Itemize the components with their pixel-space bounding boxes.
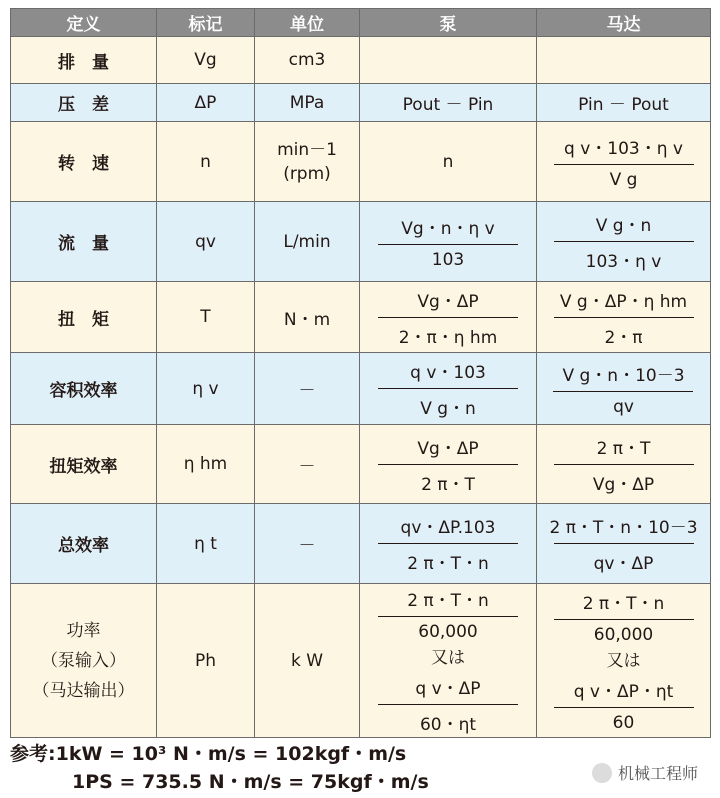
definition-line: （马达输出）	[32, 680, 135, 701]
numerator: q v・ΔP	[415, 679, 481, 699]
reference-note	[10, 740, 429, 796]
definition-cell: 扭 矩	[11, 282, 157, 353]
definition-cell: 转 速	[11, 122, 157, 202]
unit-line: min－1	[277, 139, 337, 160]
fraction-bar	[553, 391, 693, 392]
definition-cell: 容积效率	[11, 353, 157, 425]
fraction-bar	[378, 317, 518, 318]
denominator: Vg・ΔP	[592, 474, 655, 495]
unit-cell: L/min	[255, 202, 360, 282]
pump-cell	[360, 202, 537, 282]
denominator: 60,000	[593, 624, 654, 645]
numerator: q v・103・η v	[564, 138, 683, 159]
table-row	[11, 353, 711, 425]
table-row	[11, 202, 711, 282]
numerator: Vg・ΔP	[417, 438, 479, 459]
numerator: Vg・ΔP	[417, 291, 479, 312]
symbol-cell: η v	[157, 353, 255, 425]
table-row	[11, 84, 711, 122]
table-row	[11, 425, 711, 504]
unit-cell: －	[255, 504, 360, 584]
numerator: V g・ΔP・η hm	[559, 291, 688, 312]
motor-cell	[537, 425, 711, 504]
definition-cell: 总效率	[11, 504, 157, 584]
unit-line: (rpm)	[283, 163, 331, 184]
symbol-cell: n	[157, 122, 255, 202]
unit-cell	[255, 122, 360, 202]
pump-cell	[360, 37, 537, 84]
definition-cell: 压 差	[11, 84, 157, 122]
table-row	[11, 584, 711, 738]
or-label: 又は	[606, 650, 641, 671]
motor-cell	[537, 122, 711, 202]
header-symbol: 标记	[157, 9, 255, 37]
denominator: 103	[431, 249, 465, 270]
pump-cell: n	[360, 122, 537, 202]
symbol-cell: η hm	[157, 425, 255, 504]
pump-cell	[360, 504, 537, 584]
fraction-bar	[554, 241, 694, 242]
symbol-cell: ΔP	[157, 84, 255, 122]
denominator: 2 π・T・n	[407, 554, 489, 574]
motor-cell	[537, 37, 711, 84]
denominator: 60,000	[418, 622, 478, 642]
table-row	[11, 504, 711, 584]
pump-cell	[360, 425, 537, 504]
denominator: 60・ηt	[419, 715, 477, 735]
denominator: 2 π・T	[421, 474, 475, 495]
fraction-bar	[554, 164, 694, 165]
pump-cell	[360, 282, 537, 353]
definition-cell	[11, 584, 157, 738]
fraction-bar	[554, 619, 694, 620]
unit-cell: MPa	[255, 84, 360, 122]
numerator: V g・n・10－3	[562, 365, 685, 386]
numerator: V g・n	[595, 216, 652, 236]
fraction-bar	[378, 244, 518, 245]
numerator: 2 π・T・n	[582, 593, 665, 614]
motor-cell	[537, 584, 711, 738]
fraction-bar	[378, 543, 518, 544]
denominator: 2・π	[604, 327, 643, 348]
definition-cell: 排 量	[11, 37, 157, 84]
denominator: 60	[612, 712, 635, 733]
fraction-bar	[378, 464, 518, 465]
definition-line: 功率	[66, 620, 101, 641]
numerator: 2 π・T	[596, 438, 651, 459]
motor-cell	[537, 202, 711, 282]
unit-cell: cm3	[255, 37, 360, 84]
fraction-bar	[378, 616, 518, 617]
denominator: qv・ΔP	[593, 554, 654, 574]
numerator: Vg・n・η v	[401, 218, 495, 239]
denominator: V g・n	[420, 399, 476, 419]
symbol-cell: qv	[157, 202, 255, 282]
table-row	[11, 122, 711, 202]
table-row	[11, 37, 711, 84]
header-unit: 单位	[255, 9, 360, 37]
motor-cell: Pin － Pout	[537, 84, 711, 122]
header-pump: 泵	[360, 9, 537, 37]
reference-line-ps: 1PS = 735.5 N・m/s = 75kgf・m/s	[72, 771, 429, 793]
unit-cell: k W	[255, 584, 360, 738]
unit-cell: －	[255, 425, 360, 504]
fraction-bar	[378, 704, 518, 705]
motor-cell	[537, 504, 711, 584]
numerator: 2 π・T・n	[407, 591, 489, 611]
numerator: 2 π・T・n・10－3	[549, 518, 698, 538]
denominator: 103・η v	[585, 252, 662, 272]
denominator: V g	[609, 169, 638, 190]
pump-cell: Pout － Pin	[360, 84, 537, 122]
header-definition: 定义	[11, 9, 157, 37]
symbol-cell: η t	[157, 504, 255, 584]
motor-cell	[537, 353, 711, 425]
definition-line: （泵输入）	[41, 650, 126, 671]
fraction-bar	[554, 543, 694, 544]
fraction-bar	[554, 317, 694, 318]
formula-table	[10, 8, 711, 738]
symbol-cell: Vg	[157, 37, 255, 84]
pump-cell	[360, 353, 537, 425]
table-row	[11, 282, 711, 353]
definition-cell: 流 量	[11, 202, 157, 282]
numerator: q v・ΔP・ηt	[573, 681, 674, 702]
denominator: qv	[613, 396, 634, 417]
numerator: q v・103	[410, 363, 486, 383]
reference-line-kw: 参考:1kW = 10³ N・m/s = 102kgf・m/s	[10, 743, 407, 765]
motor-cell	[537, 282, 711, 353]
header-motor: 马达	[537, 9, 711, 37]
denominator: 2・π・η hm	[398, 327, 498, 348]
watermark	[592, 761, 698, 784]
symbol-cell: T	[157, 282, 255, 353]
unit-cell: N・m	[255, 282, 360, 353]
fraction-bar	[378, 388, 518, 389]
symbol-cell: Ph	[157, 584, 255, 738]
or-label: 又は	[431, 648, 465, 668]
definition-cell: 扭矩效率	[11, 425, 157, 504]
watermark-text: 机械工程师	[617, 764, 698, 783]
numerator: qv・ΔP.103	[400, 518, 496, 538]
fraction-bar	[554, 707, 694, 708]
wechat-icon	[592, 763, 612, 783]
pump-cell	[360, 584, 537, 738]
unit-cell: －	[255, 353, 360, 425]
fraction-bar	[554, 464, 694, 465]
table-header-row	[11, 9, 711, 37]
